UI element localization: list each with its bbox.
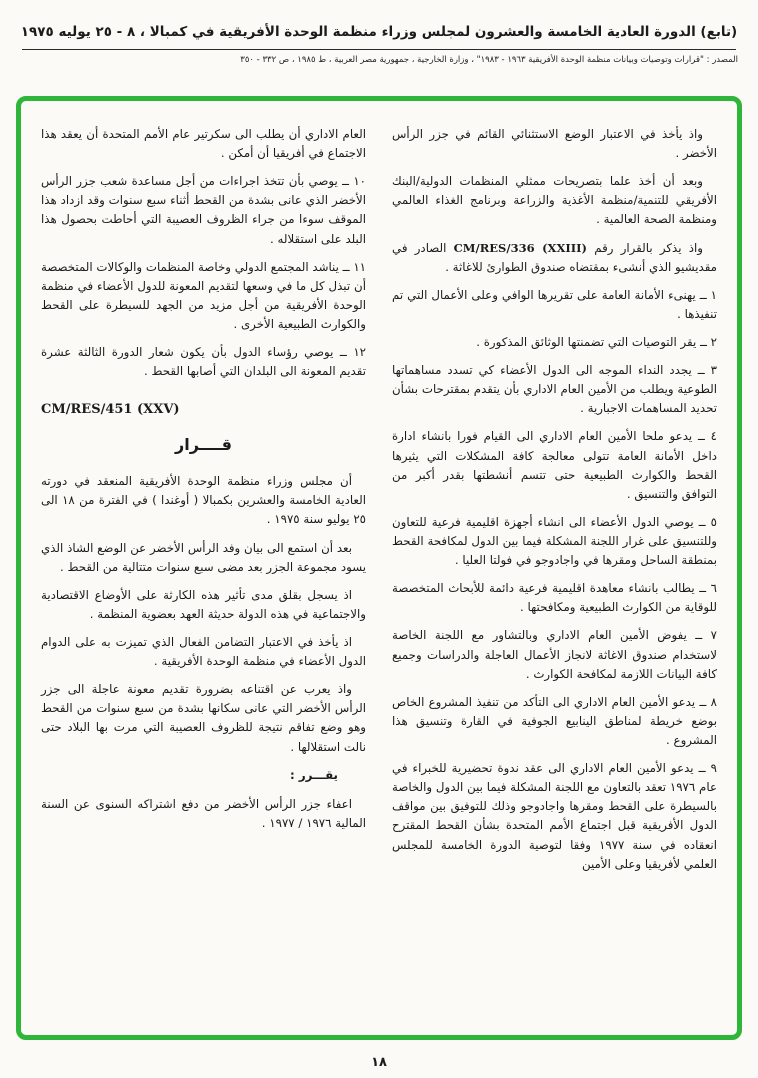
decides-label: يقـــرر : [290,767,338,782]
clause-5: ٥ ــ يوصي الدول الأعضاء الى انشاء أجهزة اقليمية فرعية للتعاون وللتنسيق على غرار اللجنة المشكلة فيما بين الدول لمكافحة القحط بمنطقة الساحل ومقرها في واجادوجو في فولتا العليا . [392,514,717,568]
resolution-code-inline: CM/RES/336 (XXIII) [453,240,587,255]
resolution-title: قــــرار [175,435,232,455]
document-title: (تابع) الدورة العادية الخامسة والعشرون لمجلس وزراء منظمة الوحدة الأفريقية في كمبالا ، ٨ - ٢٥ يوليه ١٩٧٥ [20,24,738,40]
clause-10: ١٠ ــ يوصي بأن تتخذ اجراءات من أجل مساعدة شعب جزر الرأس الأخضر الذي عانى بشدة من القحط أثناء سبع سنوات وقد ازداد هذا الموقف سوءا من جراء الظروف العصيبة التي أحاطت بحصول هذا البلد على استقلاله . [41,174,366,246]
clause-8: ٨ ــ يدعو الأمين العام الاداري الى التأكد من تنفيذ المشروع الخاص بوضع خريطة لمناطق الينابيع الجوفية في القارة وتنسيق هذا المشروع . [392,694,717,747]
column-right [392,125,717,1011]
source-citation: المصدر : "قرارات وتوصيات وبيانات منظمة الوحدة الأفريقية ١٩٦٣ - ١٩٨٣" ، وزارة الخارجية ، جمهورية مصر العربية ، ط ١٩٨٥ ، ص ٣٣٢ - ٣٥٠ [240,55,738,66]
preamble-paragraph: أن مجلس وزراء منظمة الوحدة الأفريقية المنعقد في دورته العادية الخامسة والعشرين بكمبالا ( أوغندا ) في الفترة من ١٨ الى ٢٥ يوليو سنة ١٩٧٥ . [41,474,366,527]
column-left [41,125,366,1011]
preamble-paragraph: واذ يعرب عن اقتناعه بضرورة تقديم معونة عاجلة الى جزر الرأس الأخضر التي عانى سكانها بشدة من سبع سنوات من القحط وهو وضع تفاقم نتيجة للظروف العصيبة التي مرت بها البلاد حتى نالت استقلالها . [41,682,366,754]
clause-11: ١١ ــ يناشد المجتمع الدولي وخاصة المنظمات والوكالات المتخصصة أن تبذل كل ما في وسعها لتقديم المعونة للدول الأعضاء في منظمة الوحدة الأفريقية من أجل مزيد من الجهد للسيطرة على القحط والكوارث الطبيعية الأخرى . [41,259,366,331]
header-divider [22,49,736,50]
preamble-paragraph: بعد أن استمع الى بيان وفد الرأس الأخضر عن الوضع الشاذ الذي يسود مجموعة الجزر بعد مضى سبع سنوات متتالية من القحط . [41,540,366,574]
clause-12: ١٢ ــ يوصي رؤساء الدول بأن يكون شعار الدورة الثالثة عشرة تقديم المعونة الى البلدان التي أصابها القحط . [41,345,366,379]
clause-1: ١ ــ يهنىء الأمانة العامة على تقريرها الوافي وعلى الأعمال التي تم تنفيذها . [392,287,717,321]
paragraph-text: الصادر في مقديشيو الذي أنشىء بمقتضاه صندوق الطوارئ للاغاثة . [392,240,717,274]
clause-3: ٣ ــ يجدد النداء الموجه الى الدول الأعضاء كي تسدد مساهماتها الطوعية ويطلب من الأمين العام الاداري بأن يتقدم بمقترحات بشأن تحديد المساهمات الاجبارية . [392,363,717,416]
paragraph-text: واذ يذكر بالقرار رقم [586,240,703,255]
paragraph [392,239,717,277]
clause-7: ٧ ــ يفوض الأمين العام الاداري وبالتشاور مع اللجنة الخاصة لاستخدام صندوق الاغاثة لانجاز الأعمال العاجلة والدراسات وجميع كافة البيانات اللازمة لمكافحة الكوارث . [392,628,717,681]
page-footer [0,1055,758,1070]
preamble-paragraph: اذ يسجل بقلق مدى تأثير هذه الكارثة على الأوضاع الاقتصادية والاجتماعية في هذه الدولة حديثة العهد بعضوية المنظمة . [41,587,366,621]
clause-6: ٦ ــ يطالب بانشاء معاهدة اقليمية فرعية دائمة للأبحاث المتخصصة للوقاية من الكوارث الطبيعية ومكافحتها . [392,581,717,615]
continuation-paragraph: العام الاداري أن يطلب الى سكرتير عام الأمم المتحدة أن يعقد هذا الاجتماع في أفريقيا أن أمكن . [41,127,366,161]
preamble-paragraph: اذ يأخذ في الاعتبار التضامن الفعال الذي تميزت به على الدوام الدول الأعضاء في منظمة الوحدة الأفريقية . [41,635,366,669]
clause-9: ٩ ــ يدعو الأمين العام الاداري الى عقد ندوة تحضيرية للخبراء في عام ١٩٧٦ تعقد بالتعاون مع اللجنة المشكلة فيما بين الدول والخاصة بالسيطرة على القحط ومقرها واجادوجو وذلك للتوفيق بين مواقف الدول الأفريقية قبل اجتماع الأمم المتحدة بشأن القحط المقترح انعقاده في سنة ١٩٧٧ وفقا لتوصية الدورة الخامسة للمجلس العلمي لأفريقيا وعلى الأمين [392,761,717,871]
decision-paragraph: اعفاء جزر الرأس الأخضر من دفع اشتراكه السنوى عن السنة المالية ١٩٧٦ / ١٩٧٧ . [41,796,366,830]
resolution-code: CM/RES/451 (XXV) [41,402,180,418]
clause-4: ٤ ــ يدعو ملحا الأمين العام الاداري الى القيام فورا بانشاء ادارة داخل الأمانة العامة تتولى معالجة كافة المشكلات التي يثيرها القحط والكوارث الطبيعية حتى تتسم أنشطتها بقدر أكبر من التوافق والتنسيق . [392,429,717,501]
page-number: ١٨ [371,1055,387,1070]
paragraph: واذ يأخذ في الاعتبار الوضع الاستثنائي القائم في جزر الرأس الأخضر . [392,127,717,161]
clause-2: ٢ ــ يقر التوصيات التي تضمنتها الوثائق المذكورة . [476,334,717,349]
paragraph: وبعد أن أخذ علما بتصريحات ممثلي المنظمات الدولية/البنك الأفريقي للتنمية/منظمة الأغذية والزراعة وبرنامج الغذاء العالمي ومنظمة الصحة العالمية . [392,174,717,227]
page-header [0,0,758,67]
content-frame [16,96,742,1040]
